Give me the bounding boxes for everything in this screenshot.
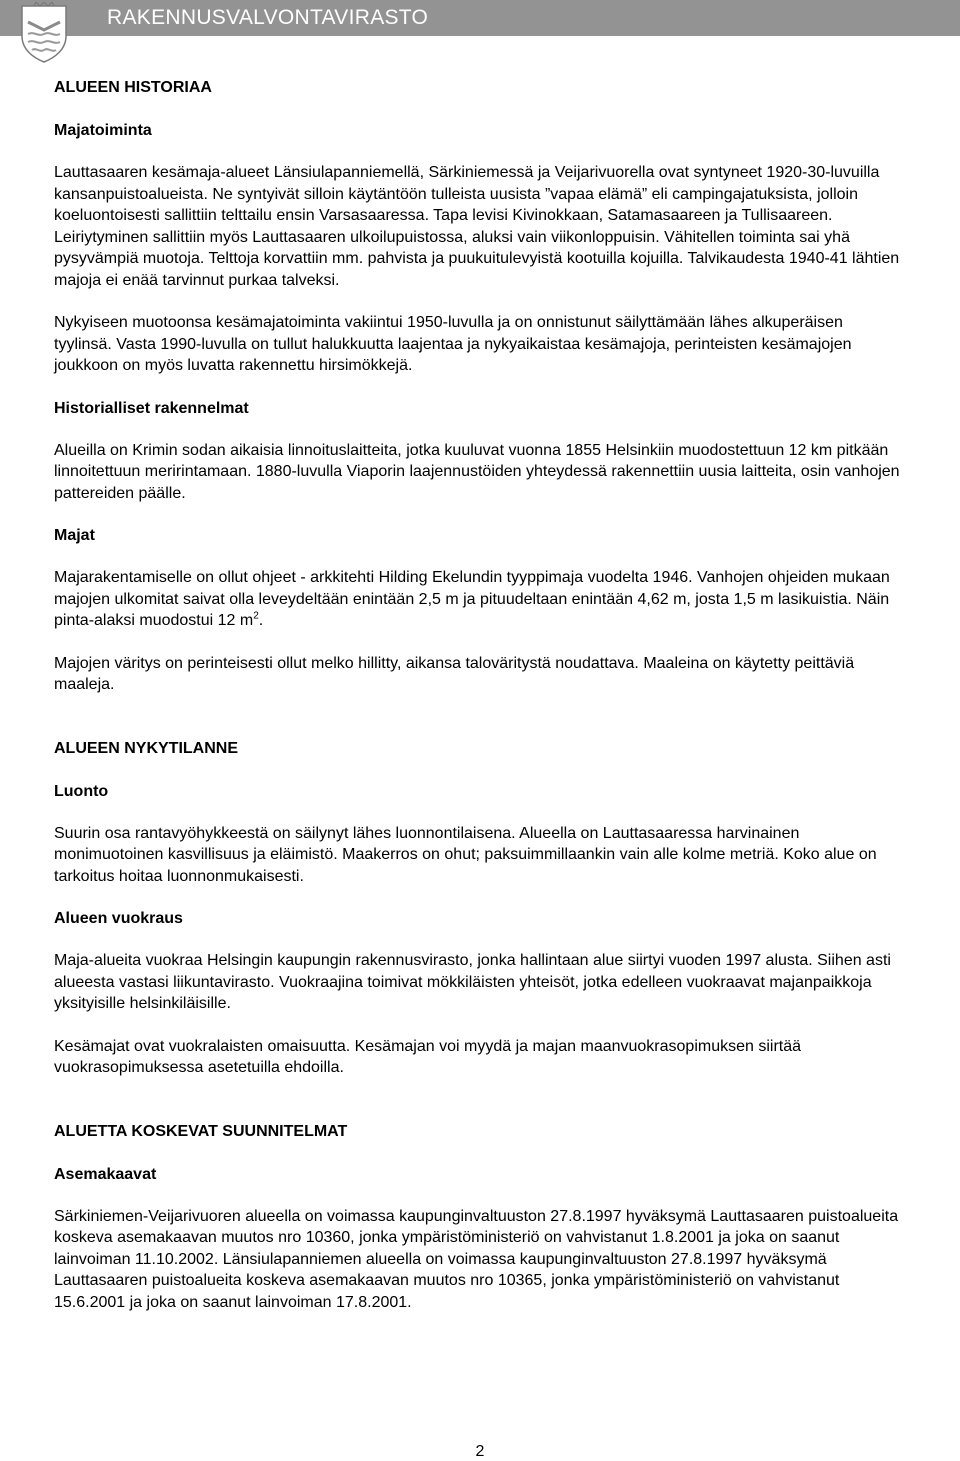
page-number: 2: [475, 1443, 485, 1460]
paragraph: Suurin osa rantavyöhykkeestä on säilynyt lähes luonnontilaisena. Alueella on Lauttasaaressa harvinainen monimuotoinen kasvillisuus ja eläimistö. Maakerros on ohut; paksuimmillaankin vain alle kolme metriä. Koko alue on tarkoitus hoitaa luonnonmukaisesti.: [54, 824, 877, 885]
paragraph: Nykyiseen muotoonsa kesämajatoiminta vakiintui 1950-luvulla ja on onnistunut säilyttämään lähes alkuperäisen tyylinsä. Vasta 1990-luvulla on tullut halukkuutta laajentaa ja nykyaikaistaa kesämajoja, perinteisten kesämajojen joukkoon on myös luvatta rakennettu hirsimökkejä.: [54, 314, 852, 374]
paragraph: Majojen väritys on perinteisesti ollut melko hillitty, aikansa taloväritystä noudattava. Maaleina on käytetty peittäviä maaleja.: [54, 654, 855, 693]
paragraph: Alueilla on Krimin sodan aikaisia linnoituslaitteita, jotka kuuluvat vuonna 1855 Helsinkiin muodostettuun 12 km pitkään linnoitettuun meririntamaan. 1880-luvulla Viaporin laajennustöiden yhteydessä rakennettiin uusia laitteita, osin vanhojen pattereiden päälle.: [54, 441, 900, 502]
subheading-historialliset: Historialliset rakennelmat: [54, 399, 249, 417]
paragraph: Särkiniemen-Veijarivuoren alueella on voimassa kaupunginvaltuuston 27.8.1997 hyväksymä Lauttasaaren puistoalueita koskeva asemakaavan muutos nro 10360, jonka ympäristöministeriö on vahvistanut 1.8.2001 ja joka on saanut lainvoiman 11.10.2002. Länsiulapanniemen alueella on voimassa kaupunginvaltuuston 27.8.1997 hyväksymä Lauttasaaren puistoalueita koskeva asemakaavan muutos nro 10365, jonka ympäristöministeriö on vahvistanut 15.6.2001 ja joka on saanut lainvoiman 17.8.2001.: [54, 1207, 899, 1311]
org-name: RAKENNUSVALVONTAVIRASTO: [107, 6, 429, 29]
document-body: [54, 78, 904, 1313]
subheading-luonto: Luonto: [54, 782, 109, 800]
paragraph-end: .: [258, 612, 264, 629]
subheading-vuokraus: Alueen vuokraus: [54, 910, 183, 927]
paragraph-text: Majarakentamiselle on ollut ohjeet - arkkitehti Hilding Ekelundin tyyppimaja vuodelta 1946. Vanhojen ohjeiden mukaan majojen ulkomitat saivat olla leveydeltään enintään 2,5 m ja pituudeltaan enintään 4,62 m, josta 1,5 m lasikuistia. Näin pinta-alaksi muodostui 12 m: [54, 569, 890, 629]
section-title-history: ALUEEN HISTORIAA: [54, 79, 212, 96]
section-title-plans: ALUETTA KOSKEVAT SUUNNITELMAT: [54, 1122, 348, 1140]
paragraph: Kesämajat ovat vuokralaisten omaisuutta. Kesämajan voi myydä ja majan maanvuokrasopimuksen siirtää vuokrasopimuksessa asetetuilla ehdoilla.: [54, 1037, 802, 1076]
subheading-majatoiminta: Majatoiminta: [54, 122, 152, 139]
section-title-current: ALUEEN NYKYTILANNE: [54, 739, 239, 757]
subheading-majat: Majat: [54, 527, 95, 544]
helsinki-coat-of-arms-icon: [14, 2, 74, 64]
superscript: 2: [253, 610, 259, 622]
paragraph: Maja-alueita vuokraa Helsingin kaupungin rakennusvirasto, jonka hallintaan alue siirtyi vuoden 1997 alusta. Siihen asti alueesta vastasi liikuntavirasto. Vuokraajina toimivat mökkiläisten yhteisöt, jotka edelleen vuokraavat majanpaikkoja yksityisille helsinkiläisille.: [54, 952, 891, 1012]
paragraph-majat: [54, 567, 904, 632]
paragraph: Lauttasaaren kesämaja-alueet Länsiulapanniemellä, Särkiniemessä ja Veijarivuorella ovat syntyneet 1920-30-luvuilla kansanpuistoalueista. Ne syntyivät silloin käytäntöön tulleista uusista ”vapaa elämä” eli campingajatuksista, jolloin koeluontoisesti sallittiin telttailu ensin Varsasaaressa. Tapa levisi Kivinokkaan, Satamasaareen ja Tullisaareen. Leiriytyminen sallittiin myös Lauttasaaren ulkoilupuistossa, aluksi vain viikonloppuisin. Vähitellen toiminta sai yhä pysyvämpiä muotoja. Telttoja korvattiin mm. pahvista ja puukuitulevyistä kootuilla kojuilla. Talvikaudesta 1940-41 lähtien majoja ei enää tarvinnut purkaa talveksi.: [54, 164, 900, 289]
subheading-asemakaavat: Asemakaavat: [54, 1165, 157, 1183]
